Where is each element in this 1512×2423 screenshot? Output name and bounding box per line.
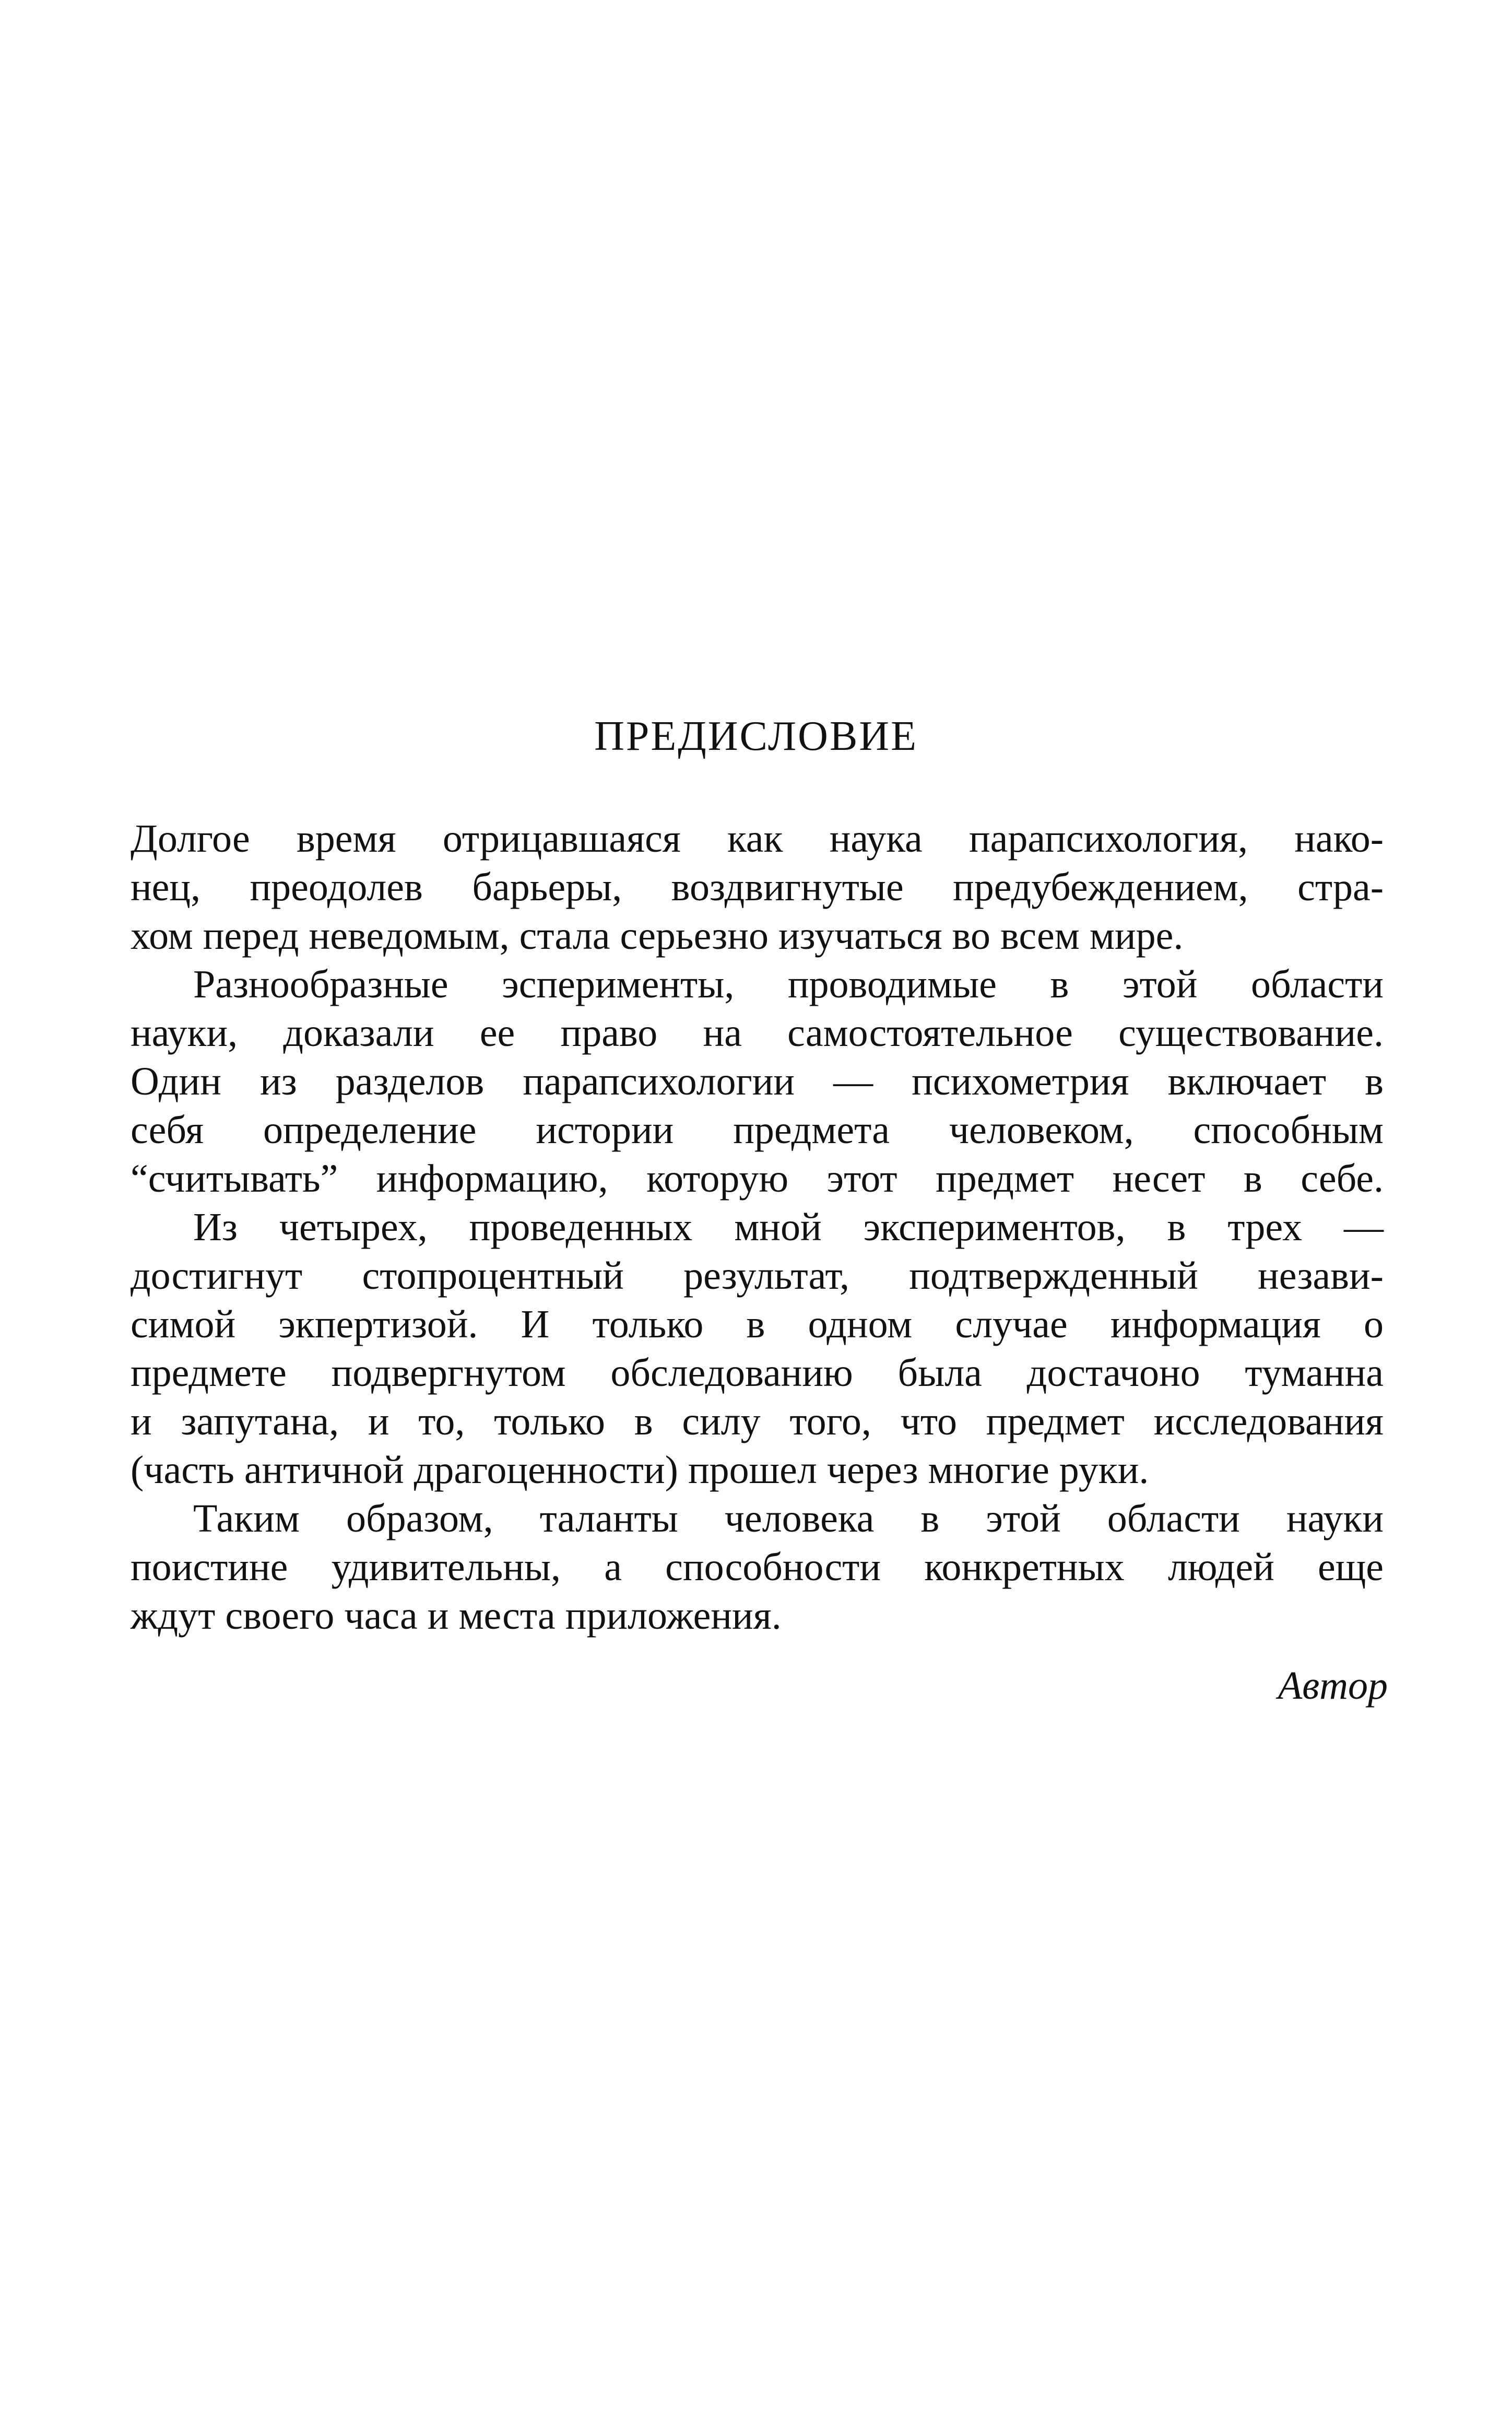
text-line: Таким образом, таланты человека в этой области науки bbox=[193, 1497, 1384, 1540]
text-line: себя определение истории предмета человеком, способным bbox=[131, 1108, 1384, 1152]
text-line: Разнообразные эсперименты, проводимые в этой области bbox=[193, 962, 1384, 1006]
text-line: поистине удивительны, а способности конкретных людей еще bbox=[131, 1545, 1384, 1589]
text-line: достигнут стопроцентный результат, подтвержденный незави- bbox=[131, 1254, 1384, 1298]
text-line: Один из разделов парапсихологии — психометрия включает в bbox=[131, 1060, 1384, 1103]
text-line: Долгое время отрицавшаяся как наука парапсихология, нако- bbox=[131, 817, 1384, 861]
paragraph-2 bbox=[131, 960, 1384, 1203]
text-line: Из четырех, проведенных мной экспериментов, в трех — bbox=[193, 1205, 1384, 1249]
paragraph-1 bbox=[131, 815, 1384, 960]
preface-body bbox=[131, 815, 1384, 1640]
paragraph-3 bbox=[131, 1203, 1384, 1495]
text-line: науки, доказали ее право на самостоятельное существование. bbox=[131, 1011, 1384, 1055]
text-line: предмете подвергнутом обследованию была достачоно туманна bbox=[131, 1351, 1384, 1395]
text-line: (часть античной драгоценности) прошел через многие руки. bbox=[131, 1448, 1149, 1492]
author-signature: Автор bbox=[1278, 1664, 1388, 1708]
text-line: симой экпертизой. И только в одном случае информация о bbox=[131, 1302, 1384, 1346]
page-title: ПРЕДИСЛОВИЕ bbox=[594, 713, 918, 759]
text-line: и запутана, и то, только в силу того, что предмет исследования bbox=[131, 1399, 1384, 1443]
text-line: хом перед неведомым, стала серьезно изучаться во всем мире. bbox=[131, 914, 1184, 958]
text-line: “считывать” информацию, которую этот предмет несет в себе. bbox=[131, 1157, 1384, 1201]
text-line: нец, преодолев барьеры, воздвигнутые предубеждением, стра- bbox=[131, 865, 1384, 909]
paragraph-4 bbox=[131, 1495, 1384, 1640]
text-line: ждут своего часа и места приложения. bbox=[131, 1594, 782, 1638]
